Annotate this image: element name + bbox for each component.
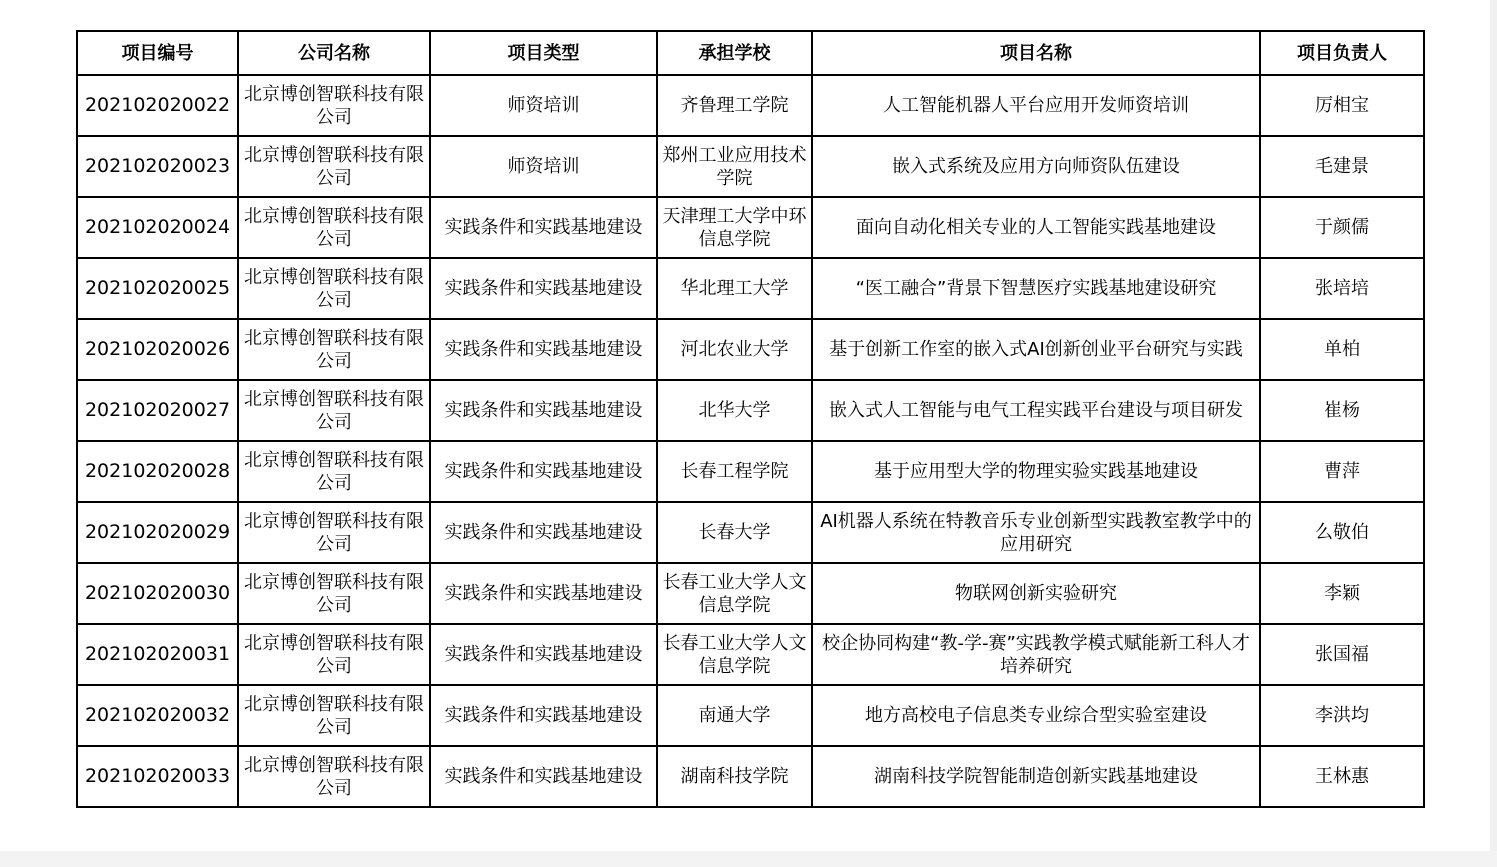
cell-project-leader: 李洪均 bbox=[1260, 685, 1424, 746]
table-row bbox=[77, 258, 1424, 319]
table-row bbox=[77, 136, 1424, 197]
cell-school: 天津理工大学中环信息学院 bbox=[657, 197, 812, 258]
cell-project-name: 物联网创新实验研究 bbox=[812, 563, 1260, 624]
cell-project-type: 实践条件和实践基地建设 bbox=[430, 746, 657, 807]
cell-project-id: 202102020028 bbox=[77, 441, 238, 502]
cell-company: 北京博创智联科技有限公司 bbox=[238, 258, 430, 319]
cell-school: 南通大学 bbox=[657, 685, 812, 746]
table-row bbox=[77, 197, 1424, 258]
table-row bbox=[77, 75, 1424, 136]
table-row bbox=[77, 319, 1424, 380]
cell-company: 北京博创智联科技有限公司 bbox=[238, 197, 430, 258]
cell-company: 北京博创智联科技有限公司 bbox=[238, 136, 430, 197]
cell-school: 华北理工大学 bbox=[657, 258, 812, 319]
cell-project-name: AI机器人系统在特教音乐专业创新型实践教室教学中的应用研究 bbox=[812, 502, 1260, 563]
cell-project-id: 202102020023 bbox=[77, 136, 238, 197]
cell-project-leader: 单柏 bbox=[1260, 319, 1424, 380]
cell-school: 长春工业大学人文信息学院 bbox=[657, 624, 812, 685]
cell-project-id: 202102020026 bbox=[77, 319, 238, 380]
cell-project-type: 实践条件和实践基地建设 bbox=[430, 502, 657, 563]
cell-project-type: 实践条件和实践基地建设 bbox=[430, 258, 657, 319]
cell-project-type: 实践条件和实践基地建设 bbox=[430, 624, 657, 685]
cell-school: 长春大学 bbox=[657, 502, 812, 563]
table-row bbox=[77, 502, 1424, 563]
cell-project-name: “医工融合”背景下智慧医疗实践基地建设研究 bbox=[812, 258, 1260, 319]
column-header-type: 项目类型 bbox=[430, 31, 657, 75]
cell-company: 北京博创智联科技有限公司 bbox=[238, 75, 430, 136]
column-header-leader: 项目负责人 bbox=[1260, 31, 1424, 75]
cell-project-type: 实践条件和实践基地建设 bbox=[430, 380, 657, 441]
cell-project-name: 基于创新工作室的嵌入式AI创新创业平台研究与实践 bbox=[812, 319, 1260, 380]
cell-project-type: 实践条件和实践基地建设 bbox=[430, 441, 657, 502]
cell-school: 长春工程学院 bbox=[657, 441, 812, 502]
cell-company: 北京博创智联科技有限公司 bbox=[238, 380, 430, 441]
cell-project-id: 202102020024 bbox=[77, 197, 238, 258]
cell-project-id: 202102020022 bbox=[77, 75, 238, 136]
cell-project-id: 202102020029 bbox=[77, 502, 238, 563]
table-header-row bbox=[77, 31, 1424, 75]
project-table bbox=[76, 30, 1425, 808]
cell-school: 河北农业大学 bbox=[657, 319, 812, 380]
cell-project-name: 校企协同构建“教-学-赛”实践教学模式赋能新工科人才培养研究 bbox=[812, 624, 1260, 685]
cell-project-name: 嵌入式系统及应用方向师资队伍建设 bbox=[812, 136, 1260, 197]
cell-company: 北京博创智联科技有限公司 bbox=[238, 441, 430, 502]
cell-project-id: 202102020032 bbox=[77, 685, 238, 746]
page-edge-bottom bbox=[0, 851, 1497, 867]
column-header-id: 项目编号 bbox=[77, 31, 238, 75]
cell-project-leader: 厉相宝 bbox=[1260, 75, 1424, 136]
cell-company: 北京博创智联科技有限公司 bbox=[238, 624, 430, 685]
cell-project-leader: 张培培 bbox=[1260, 258, 1424, 319]
cell-project-type: 实践条件和实践基地建设 bbox=[430, 563, 657, 624]
cell-school: 湖南科技学院 bbox=[657, 746, 812, 807]
cell-project-id: 202102020025 bbox=[77, 258, 238, 319]
cell-project-leader: 于颜儒 bbox=[1260, 197, 1424, 258]
column-header-company: 公司名称 bbox=[238, 31, 430, 75]
cell-project-leader: 张国福 bbox=[1260, 624, 1424, 685]
cell-project-id: 202102020030 bbox=[77, 563, 238, 624]
cell-project-name: 人工智能机器人平台应用开发师资培训 bbox=[812, 75, 1260, 136]
table-row bbox=[77, 624, 1424, 685]
table-row bbox=[77, 563, 1424, 624]
cell-school: 北华大学 bbox=[657, 380, 812, 441]
cell-project-type: 师资培训 bbox=[430, 75, 657, 136]
cell-project-leader: 王林惠 bbox=[1260, 746, 1424, 807]
cell-school: 郑州工业应用技术学院 bbox=[657, 136, 812, 197]
cell-project-type: 实践条件和实践基地建设 bbox=[430, 197, 657, 258]
table-row bbox=[77, 441, 1424, 502]
cell-company: 北京博创智联科技有限公司 bbox=[238, 746, 430, 807]
cell-project-name: 基于应用型大学的物理实验实践基地建设 bbox=[812, 441, 1260, 502]
cell-project-id: 202102020027 bbox=[77, 380, 238, 441]
table-row bbox=[77, 685, 1424, 746]
cell-project-name: 嵌入式人工智能与电气工程实践平台建设与项目研发 bbox=[812, 380, 1260, 441]
column-header-project-name: 项目名称 bbox=[812, 31, 1260, 75]
page-edge-right bbox=[1490, 0, 1497, 867]
cell-project-type: 实践条件和实践基地建设 bbox=[430, 319, 657, 380]
cell-company: 北京博创智联科技有限公司 bbox=[238, 685, 430, 746]
cell-project-type: 实践条件和实践基地建设 bbox=[430, 685, 657, 746]
cell-company: 北京博创智联科技有限公司 bbox=[238, 563, 430, 624]
cell-project-leader: 毛建景 bbox=[1260, 136, 1424, 197]
cell-project-leader: 曹萍 bbox=[1260, 441, 1424, 502]
cell-school: 齐鲁理工学院 bbox=[657, 75, 812, 136]
column-header-school: 承担学校 bbox=[657, 31, 812, 75]
cell-project-leader: 么敬伯 bbox=[1260, 502, 1424, 563]
cell-project-name: 地方高校电子信息类专业综合型实验室建设 bbox=[812, 685, 1260, 746]
cell-project-leader: 崔杨 bbox=[1260, 380, 1424, 441]
table-body bbox=[77, 75, 1424, 807]
cell-project-id: 202102020031 bbox=[77, 624, 238, 685]
cell-school: 长春工业大学人文信息学院 bbox=[657, 563, 812, 624]
cell-company: 北京博创智联科技有限公司 bbox=[238, 319, 430, 380]
table-row bbox=[77, 380, 1424, 441]
cell-project-name: 面向自动化相关专业的人工智能实践基地建设 bbox=[812, 197, 1260, 258]
table-row bbox=[77, 746, 1424, 807]
cell-project-id: 202102020033 bbox=[77, 746, 238, 807]
cell-project-type: 师资培训 bbox=[430, 136, 657, 197]
cell-project-name: 湖南科技学院智能制造创新实践基地建设 bbox=[812, 746, 1260, 807]
cell-project-leader: 李颖 bbox=[1260, 563, 1424, 624]
cell-company: 北京博创智联科技有限公司 bbox=[238, 502, 430, 563]
